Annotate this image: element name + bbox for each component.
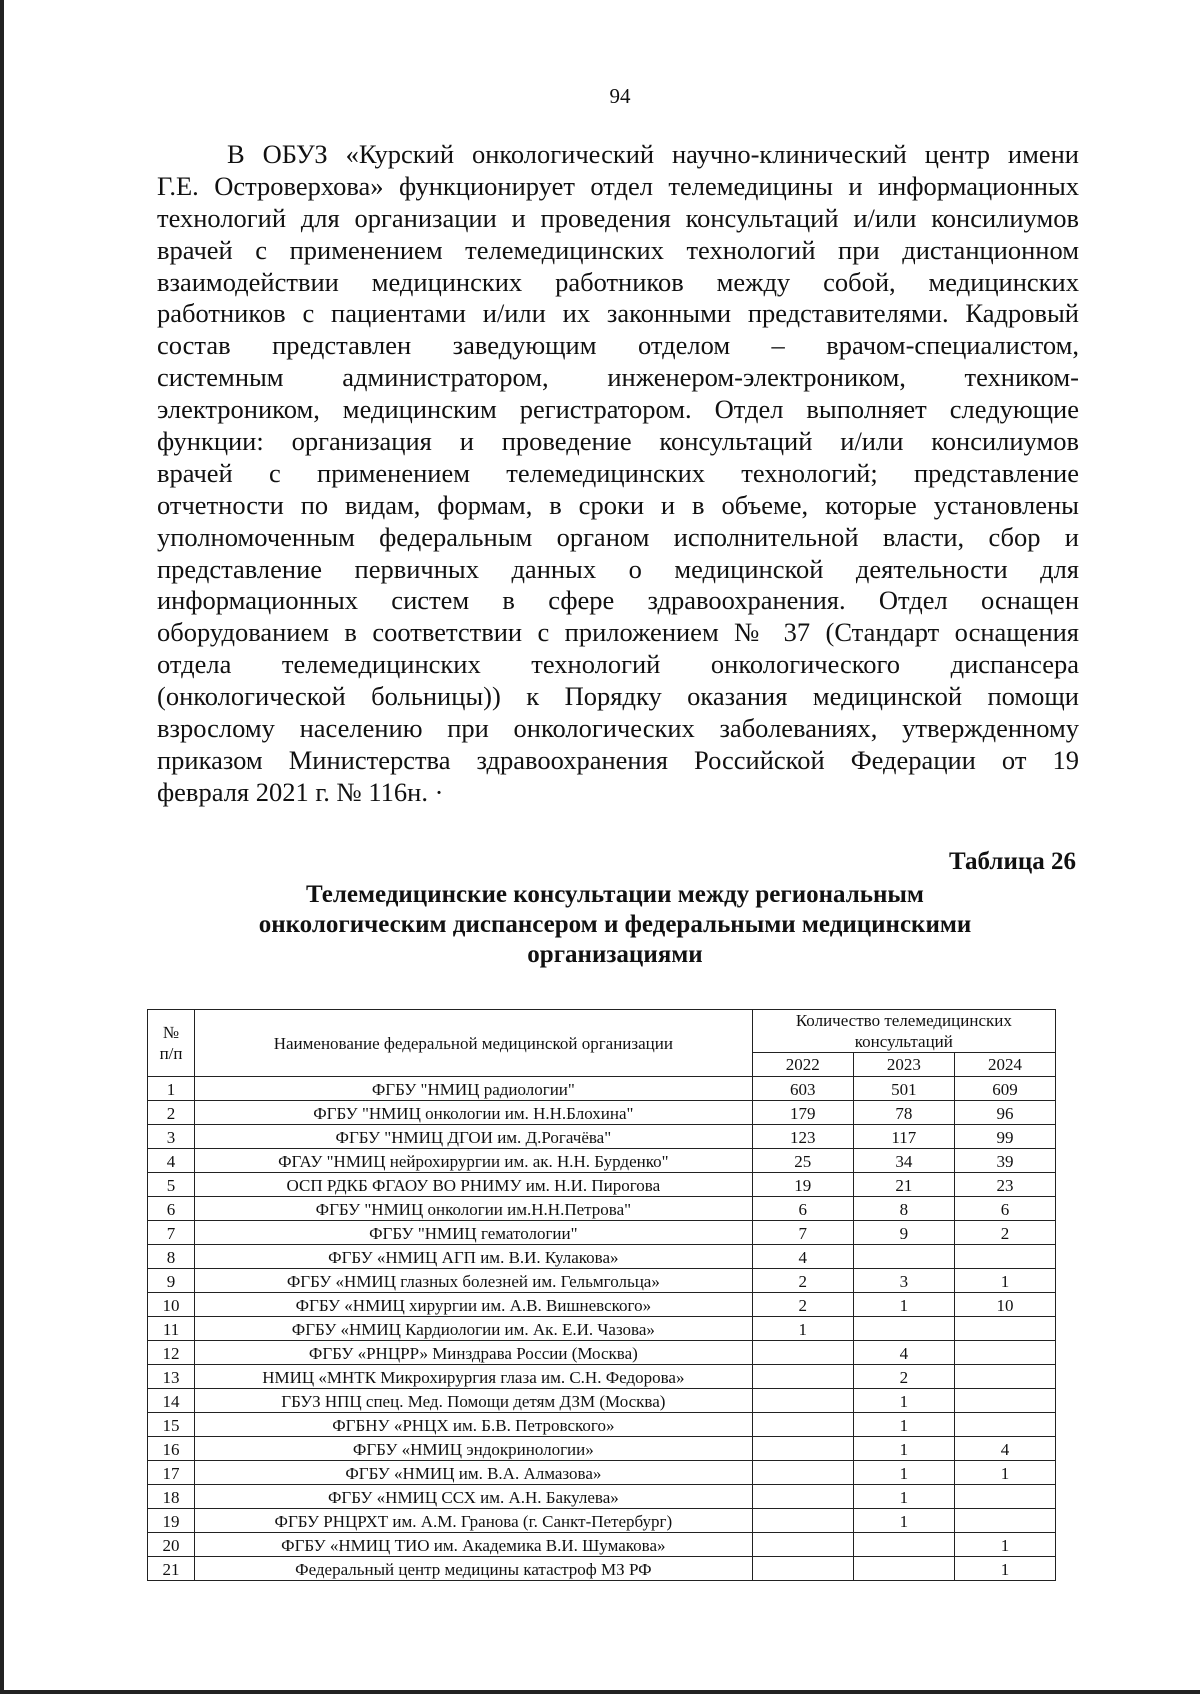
table-title-line: организациями [527,941,703,968]
row-number-cell: 17 [148,1461,195,1485]
paragraph-line: уполномоченным федеральным органом исполнительной власти, сбор и [157,521,1079,552]
organization-cell: ГБУЗ НПЦ спец. Мед. Помощи детям ДЗМ (Москва) [195,1389,753,1413]
table-row [148,1533,1056,1557]
paragraph-line: Г.Е. Островерхова» функционирует отдел телемедицины и информационных [157,170,1079,201]
count-2023-cell: 78 [853,1101,954,1125]
row-number-cell: 11 [148,1317,195,1341]
count-2023-cell: 3 [853,1269,954,1293]
organization-cell: ФГБУ «НМИЦ АГП им. В.И. Кулакова» [195,1245,753,1269]
header-number-line2: п/п [159,1044,183,1063]
table-row [148,1389,1056,1413]
count-2023-cell [853,1245,954,1269]
table-row [148,1293,1056,1317]
count-2023-cell [853,1557,954,1581]
table-row [148,1173,1056,1197]
table-title-line: Телемедицинские консультации между региональным [306,881,924,908]
organization-cell: ФГБУ "НМИЦ онкологии им.Н.Н.Петрова" [195,1197,753,1221]
organization-cell: ФГБУ "НМИЦ радиологии" [195,1077,753,1101]
organization-cell: ФГБУ «НМИЦ им. В.А. Алмазова» [195,1461,753,1485]
count-2024-cell: 10 [954,1293,1055,1317]
count-2023-cell: 1 [853,1485,954,1509]
count-2022-cell [752,1533,853,1557]
table-row [148,1341,1056,1365]
count-2023-cell: 21 [853,1173,954,1197]
row-number-cell: 16 [148,1437,195,1461]
count-2023-cell: 501 [853,1077,954,1101]
count-2023-cell: 8 [853,1197,954,1221]
count-2023-cell: 1 [853,1293,954,1317]
paragraph-line: технологий для организации и проведения консультаций и/или консилиумов [157,202,1079,233]
count-2022-cell: 1 [752,1317,853,1341]
count-2022-cell: 2 [752,1269,853,1293]
count-2022-cell: 2 [752,1293,853,1317]
paragraph-line: электроником, медицинским регистратором. Отдел выполняет следующие [157,394,1079,425]
count-2022-cell: 6 [752,1197,853,1221]
count-2024-cell [954,1509,1055,1533]
organization-cell: Федеральный центр медицины катастроф МЗ РФ [195,1557,753,1581]
paragraph-line: функции: организация и проведение консультаций и/или консилиумов [157,426,1079,457]
paragraph-line: врачей с применением телемедицинских технологий; представление [157,457,1079,488]
count-2024-cell: 1 [954,1533,1055,1557]
table-row [148,1245,1056,1269]
organization-cell: ФГБУ «НМИЦ эндокринологии» [195,1437,753,1461]
count-2023-cell: 9 [853,1221,954,1245]
table-label: Таблица 26 [948,848,1076,875]
row-number-cell: 13 [148,1365,195,1389]
organization-cell: ФГАУ "НМИЦ нейрохирургии им. ак. Н.Н. Бурденко" [195,1149,753,1173]
count-2022-cell: 25 [752,1149,853,1173]
row-number-cell: 2 [148,1101,195,1125]
count-2022-cell: 603 [752,1077,853,1101]
count-2022-cell [752,1341,853,1365]
row-number-cell: 20 [148,1533,195,1557]
count-2023-cell: 2 [853,1365,954,1389]
count-2022-cell [752,1509,853,1533]
page-number: 94 [609,84,631,108]
count-2024-cell: 1 [954,1557,1055,1581]
row-number-cell: 7 [148,1221,195,1245]
table-body [148,1077,1056,1581]
header-consultation-count [752,1010,1055,1053]
count-2022-cell [752,1389,853,1413]
table-row [148,1149,1056,1173]
row-number-cell: 6 [148,1197,195,1221]
row-number-cell: 14 [148,1389,195,1413]
header-count-line2: консультаций [854,1032,953,1051]
organization-cell: ФГБУ «НМИЦ ССХ им. А.Н. Бакулева» [195,1485,753,1509]
count-2022-cell: 4 [752,1245,853,1269]
count-2022-cell [752,1365,853,1389]
count-2024-cell [954,1365,1055,1389]
organization-cell: ФГБУ "НМИЦ гематологии" [195,1221,753,1245]
count-2023-cell: 1 [853,1389,954,1413]
organization-cell: ФГБУ «НМИЦ хирургии им. А.В. Вишневского» [195,1293,753,1317]
table-row [148,1413,1056,1437]
table-title [150,880,1080,970]
row-number-cell: 10 [148,1293,195,1317]
paragraph-line: врачей с применением телемедицинских технологий при дистанционном [157,234,1079,265]
header-number-line1: № [162,1023,180,1042]
consultations-table [147,1009,1056,1581]
paragraph-line: приказом Министерства здравоохранения Российской Федерации от 19 [157,744,1079,775]
count-2024-cell [954,1317,1055,1341]
count-2023-cell [853,1533,954,1557]
row-number-cell: 8 [148,1245,195,1269]
count-2024-cell: 23 [954,1173,1055,1197]
organization-cell: ФГБУ «НМИЦ ТИО им. Академика В.И. Шумакова» [195,1533,753,1557]
count-2022-cell [752,1461,853,1485]
count-2023-cell: 1 [853,1509,954,1533]
row-number-cell: 21 [148,1557,195,1581]
count-2022-cell: 19 [752,1173,853,1197]
count-2023-cell: 1 [853,1437,954,1461]
count-2022-cell [752,1557,853,1581]
count-2024-cell [954,1413,1055,1437]
organization-cell: ФГБУ "НМИЦ ДГОИ им. Д.Рогачёва" [195,1125,753,1149]
count-2024-cell [954,1245,1055,1269]
header-number [148,1010,195,1077]
organization-cell: ФГБНУ «РНЦХ им. Б.В. Петровского» [195,1413,753,1437]
table-row [148,1221,1056,1245]
row-number-cell: 5 [148,1173,195,1197]
count-2023-cell: 117 [853,1125,954,1149]
table-row [148,1461,1056,1485]
table-row [148,1269,1056,1293]
paragraph-line: отдела телемедицинских технологий онкологического диспансера [157,649,1079,680]
count-2024-cell [954,1389,1055,1413]
row-number-cell: 12 [148,1341,195,1365]
count-2024-cell: 39 [954,1149,1055,1173]
organization-cell: ФГБУ «НМИЦ глазных болезней им. Гельмгольца» [195,1269,753,1293]
count-2023-cell: 1 [853,1413,954,1437]
count-2024-cell [954,1341,1055,1365]
row-number-cell: 15 [148,1413,195,1437]
table-row [148,1509,1056,1533]
count-2022-cell [752,1437,853,1461]
paragraph-line: февраля 2021 г. № 116н. · [157,776,444,807]
count-2022-cell: 7 [752,1221,853,1245]
count-2022-cell: 123 [752,1125,853,1149]
paragraph-line: взаимодействии медицинских работников между собой, медицинских [157,266,1079,297]
row-number-cell: 1 [148,1077,195,1101]
count-2024-cell: 1 [954,1269,1055,1293]
paragraph-line: В ОБУЗ «Курский онкологический научно-клинический центр имени [227,139,1079,169]
table-row [148,1101,1056,1125]
paragraph-line: системным администратором, инженером-электроником, техником- [157,362,1079,393]
count-2022-cell: 179 [752,1101,853,1125]
header-year-2022: 2022 [752,1053,853,1077]
table-row [148,1197,1056,1221]
count-2023-cell [853,1317,954,1341]
paragraph-line: взрослому населению при онкологических заболеваниях, утвержденному [157,713,1079,744]
count-2023-cell: 1 [853,1461,954,1485]
organization-cell: ФГБУ РНЦРХТ им. А.М. Гранова (г. Санкт-Петербург) [195,1509,753,1533]
count-2024-cell: 6 [954,1197,1055,1221]
organization-cell: ФГБУ «НМИЦ Кардиологии им. Ак. Е.И. Чазова» [195,1317,753,1341]
row-number-cell: 4 [148,1149,195,1173]
count-2024-cell: 99 [954,1125,1055,1149]
organization-cell: ФГБУ «РНЦРР» Минздрава России (Москва) [195,1341,753,1365]
organization-cell: ФГБУ "НМИЦ онкологии им. Н.Н.Блохина" [195,1101,753,1125]
body-paragraph [157,139,1079,809]
paragraph-line: оборудованием в соответствии с приложением № 37 (Стандарт оснащения [157,617,1079,648]
count-2024-cell: 609 [954,1077,1055,1101]
organization-cell: НМИЦ «МНТК Микрохирургия глаза им. С.Н. Федорова» [195,1365,753,1389]
count-2023-cell: 34 [853,1149,954,1173]
table-row [148,1317,1056,1341]
table-row [148,1125,1056,1149]
count-2024-cell [954,1485,1055,1509]
table-title-line: онкологическим диспансером и федеральными медицинскими [258,911,972,938]
table-row [148,1557,1056,1581]
count-2024-cell: 4 [954,1437,1055,1461]
count-2022-cell [752,1413,853,1437]
header-year-2024: 2024 [954,1053,1055,1077]
table-row [148,1485,1056,1509]
table-row [148,1077,1056,1101]
count-2024-cell: 2 [954,1221,1055,1245]
count-2022-cell [752,1485,853,1509]
row-number-cell: 18 [148,1485,195,1509]
paragraph-line: работников с пациентами и/или их законными представителями. Кадровый [157,298,1079,329]
organization-cell: ОСП РДКБ ФГАОУ ВО РНИМУ им. Н.И. Пирогова [195,1173,753,1197]
paragraph-line: представление первичных данных о медицинской деятельности для [157,553,1079,584]
count-2024-cell: 96 [954,1101,1055,1125]
table-row [148,1437,1056,1461]
paragraph-line: состав представлен заведующим отделом – врачом-специалистом, [157,330,1079,361]
header-count-line1: Количество телемедицинских [795,1011,1012,1030]
paragraph-line: отчетности по видам, формам, в сроки и в объеме, которые установлены [157,489,1079,520]
count-2023-cell: 4 [853,1341,954,1365]
count-2024-cell: 1 [954,1461,1055,1485]
row-number-cell: 19 [148,1509,195,1533]
row-number-cell: 3 [148,1125,195,1149]
paragraph-line: информационных систем в сфере здравоохранения. Отдел оснащен [157,585,1079,616]
table-row [148,1365,1056,1389]
row-number-cell: 9 [148,1269,195,1293]
paragraph-line: (онкологической больницы)) к Порядку оказания медицинской помощи [157,681,1079,712]
header-year-2023: 2023 [853,1053,954,1077]
header-organization: Наименование федеральной медицинской организации [195,1010,753,1077]
